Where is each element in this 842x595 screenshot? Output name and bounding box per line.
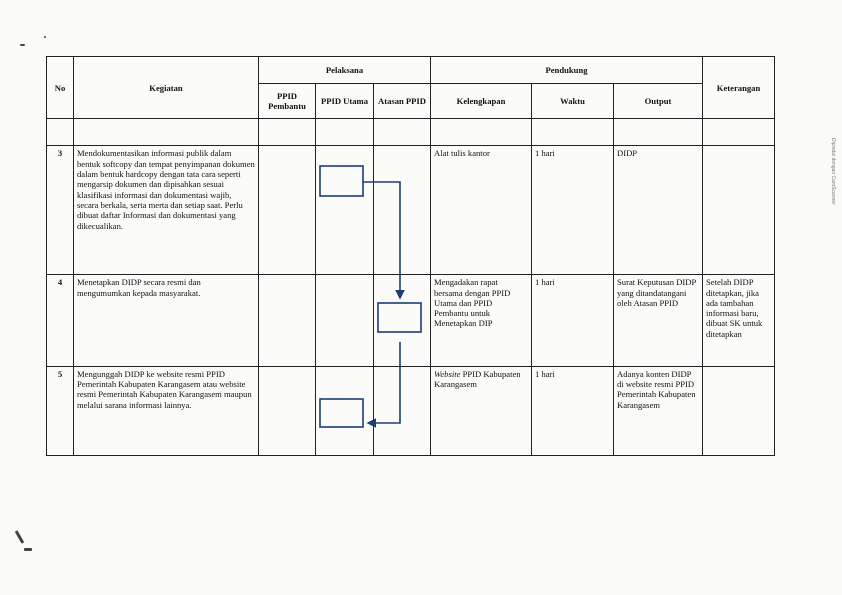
row-output: Surat Keputusan DIDP yang ditandatangani oleh Atasan PPID [614, 275, 703, 366]
empty-cell [374, 119, 431, 146]
empty-cell [532, 119, 614, 146]
row-keterangan [703, 146, 775, 275]
header-ppid-pembantu: PPID Pembantu [259, 84, 316, 119]
kelengkapan-text: Mengadakan rapat bersama dengan PPID Utama dan PPID Pembantu untuk Menetapkan DIP [434, 277, 511, 329]
row-keterangan: Setelah DIDP ditetapkan, jika ada tambahan informasi baru, dibuat SK untuk ditetapkan [703, 275, 775, 366]
row-output: Adanya konten DIDP di website resmi PPID Pemerintah Kabupaten Karangasem [614, 366, 703, 455]
cell-ppid-utama [316, 146, 374, 275]
kelengkapan-text: Alat tulis kantor [434, 148, 490, 159]
header-ppid-utama: PPID Utama [316, 84, 374, 119]
row-output: DIDP [614, 146, 703, 275]
cell-ppid-utama [316, 366, 374, 455]
row-number: 5 [47, 366, 74, 455]
header-keterangan: Keterangan [703, 57, 775, 119]
table-row [47, 275, 775, 366]
row-kegiatan: Mendokumentasikan informasi publik dalam bentuk softcopy dan tempat penyimpanan dokumen dalam bentuk hardcopy dengan tata cara seperti mengarsip dokumen dan dipisahkan sesuai klasifikasi informasi dan dokumentasi wajib, secara berkala, serta merta dan setiap saat. Perlu dibuat daftar Informasi dan dokumentasi yang dikecualikan. [74, 146, 259, 275]
cell-ppid-pembantu [259, 366, 316, 455]
table-row [47, 146, 775, 275]
row-kelengkapan [431, 275, 532, 366]
row-waktu: 1 hari [532, 275, 614, 366]
cell-atasan-ppid [374, 146, 431, 275]
header-kegiatan: Kegiatan [74, 57, 259, 119]
empty-cell [614, 119, 703, 146]
sop-table [46, 56, 775, 456]
kelengkapan-text: PPID Kabupaten Karangasem [434, 368, 521, 389]
header-output: Output [614, 84, 703, 119]
scan-speck [20, 44, 25, 46]
header-pendukung: Pendukung [431, 57, 703, 84]
scan-speck [44, 36, 46, 38]
header-atasan-ppid: Atasan PPID [374, 84, 431, 119]
cell-ppid-pembantu [259, 275, 316, 366]
scanner-watermark: Dipindai dengan CamScanner [830, 138, 836, 205]
scan-speck [24, 548, 32, 551]
empty-cell [703, 119, 775, 146]
scan-speck [15, 530, 25, 544]
row-keterangan [703, 366, 775, 455]
cell-atasan-ppid [374, 366, 431, 455]
empty-cell [259, 119, 316, 146]
cell-ppid-pembantu [259, 146, 316, 275]
row-kelengkapan [431, 366, 532, 455]
empty-cell [431, 119, 532, 146]
empty-cell [74, 119, 259, 146]
row-kegiatan: Mengunggah DIDP ke website resmi PPID Pemerintah Kabupaten Karangasem atau website resmi Pemerintah Kabupaten Karangasem maupun melalui sarana informasi lainnya. [74, 366, 259, 455]
header-waktu: Waktu [532, 84, 614, 119]
header-kelengkapan: Kelengkapan [431, 84, 532, 119]
cell-ppid-utama [316, 275, 374, 366]
row-waktu: 1 hari [532, 146, 614, 275]
empty-cell [316, 119, 374, 146]
table-row-empty [47, 119, 775, 146]
row-kegiatan: Menetapkan DIDP secara resmi dan mengumumkan kepada masyarakat. [74, 275, 259, 366]
kelengkapan-italic: Website [434, 368, 461, 379]
row-waktu: 1 hari [532, 366, 614, 455]
row-number: 4 [47, 275, 74, 366]
table-row [47, 366, 775, 455]
cell-atasan-ppid [374, 275, 431, 366]
row-number: 3 [47, 146, 74, 275]
row-kelengkapan [431, 146, 532, 275]
header-no: No [47, 57, 74, 119]
empty-cell [47, 119, 74, 146]
header-pelaksana: Pelaksana [259, 57, 431, 84]
